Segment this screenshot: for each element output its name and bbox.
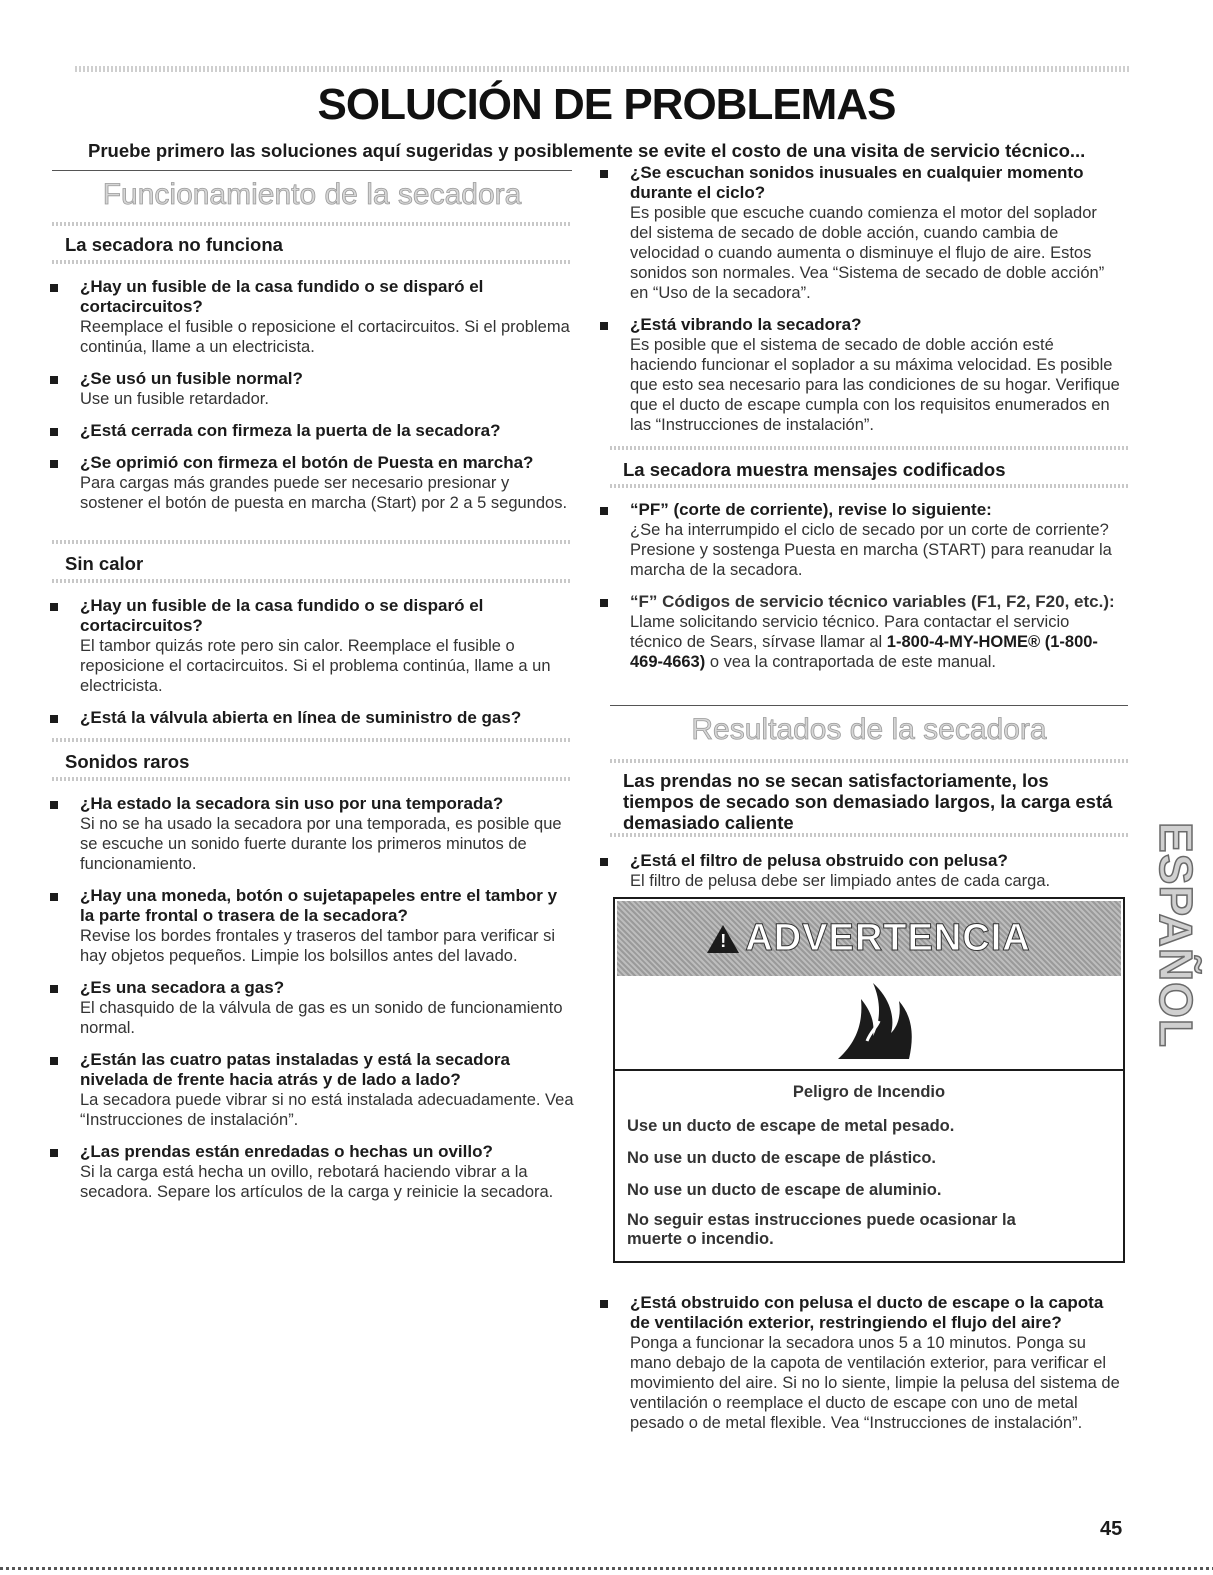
warning-triangle-icon [707, 925, 739, 953]
question: ¿Están las cuatro patas instaladas y está la secadora nivelada de frente hacia atrás y de lado a lado? [80, 1050, 510, 1089]
answer: ¿Se ha interrumpido el ciclo de secado por un corte de corriente? Presione y sostenga Puesta en marcha (START) para reanudar la marcha de la secadora. [630, 521, 1112, 579]
divider [52, 777, 572, 781]
bullet-icon [50, 1149, 58, 1157]
list-item [50, 886, 575, 966]
answer: Es posible que escuche cuando comienza el motor del soplador del sistema de secado de doble acción, cuando cambia de velocidad o cuando aumenta o disminuye el flujo de aire. Estos sonidos son normales. Vea “Sistema de secado de doble acción” en “Uso de la secadora”. [630, 204, 1105, 302]
right-top-items [600, 163, 1120, 447]
answer: Ponga a funcionar la secadora unos 5 a 10 minutos. Ponga su mano debajo de la capota de ventilación exterior, para verificar el movimiento del aire. Si no lo siente, limpie la pelusa del sistema de ventilación o reemplace el ducto de escape con uno de metal pesado o de metal flexible. Vea “Instrucciones de instalación”. [630, 1334, 1120, 1432]
question: ¿Es una secadora a gas? [80, 978, 285, 997]
top-dotted-rule [75, 66, 1130, 72]
list-item [50, 794, 575, 874]
answer: Si no se ha usado la secadora por una temporada, es posible que se escuche un sonido fuerte durante los primeros minutos de funcionamiento. [80, 815, 562, 873]
page-title: SOLUCIÓN DE PROBLEMAS [317, 80, 896, 129]
answer: El chasquido de la válvula de gas es un sonido de funcionamiento normal. [80, 999, 563, 1037]
question: ¿Hay un fusible de la casa fundido o se disparó el cortacircuitos? [80, 596, 484, 635]
list-item [600, 500, 1120, 580]
answer-cont: o vea la contraportada de este manual. [709, 653, 997, 671]
group-sonidos-raros [50, 794, 575, 1214]
bullet-icon [600, 858, 608, 866]
divider [52, 260, 572, 264]
question: ¿Está vibrando la secadora? [630, 315, 862, 334]
divider [610, 759, 1128, 763]
bullet-icon [50, 376, 58, 384]
bullet-icon [50, 1057, 58, 1065]
divider [52, 222, 572, 226]
question: ¿Hay una moneda, botón o sujetapapeles entre el tambor y la parte frontal o trasera de la secadora? [80, 886, 558, 925]
divider [52, 738, 572, 742]
list-item [600, 163, 1120, 303]
bullet-icon [600, 507, 608, 515]
bullet-icon [50, 715, 58, 723]
bullet-icon [50, 893, 58, 901]
group-codes [600, 500, 1120, 684]
bullet-icon [600, 599, 608, 607]
side-tab-text: ESPAÑOL [1150, 822, 1202, 1048]
divider [52, 579, 572, 583]
warning-line: No use un ducto de escape de aluminio. [627, 1181, 942, 1199]
bullet-icon [600, 1300, 608, 1308]
list-item [50, 1050, 575, 1130]
list-item [50, 596, 575, 696]
right-mid-rule [610, 705, 1128, 706]
warning-line: No use un ducto de escape de plástico. [627, 1149, 936, 1167]
bullet-icon [600, 322, 608, 330]
bullet-icon [50, 801, 58, 809]
bullet-icon [50, 284, 58, 292]
bullet-icon [50, 985, 58, 993]
section-title-funcionamiento: Funcionamiento de la secadora [102, 178, 522, 211]
warning-banner [617, 901, 1121, 976]
divider [52, 540, 572, 544]
question: ¿Se oprimió con firmeza el botón de Puesta en marcha? [80, 453, 534, 472]
divider [610, 484, 1128, 488]
warning-banner-text: ADVERTENCIA [745, 917, 1031, 959]
list-item [600, 315, 1120, 435]
bullet-icon [50, 428, 58, 436]
question: ¿Está el filtro de pelusa obstruido con pelusa? [630, 851, 1008, 870]
list-item [50, 421, 575, 441]
list-item [600, 1293, 1120, 1433]
warning-line: Use un ducto de escape de metal pesado. [627, 1117, 955, 1135]
question: ¿Se usó un fusible normal? [80, 369, 303, 388]
list-item [50, 978, 575, 1038]
question: ¿Hay un fusible de la casa fundido o se disparó el cortacircuitos? [80, 277, 484, 316]
divider [610, 446, 1128, 450]
warning-line: No seguir estas instrucciones puede ocasionar la muerte o incendio. [627, 1211, 1016, 1248]
list-item [50, 1142, 575, 1202]
answer: Es posible que el sistema de secado de doble acción esté haciendo funcionar el soplador a su máxima velocidad. Es posible que esto sea necesario para las condiciones de su hogar. Verifique que el ducto de escape cumpla con los requisitos enumerados en las “Instrucciones de instalación”. [630, 336, 1120, 434]
answer: Use un fusible retardador. [80, 390, 269, 408]
heading-sonidos-raros: Sonidos raros [65, 751, 190, 772]
question: ¿Está la válvula abierta en línea de suministro de gas? [80, 708, 522, 727]
left-top-rule [52, 170, 572, 171]
group-sin-calor [50, 596, 575, 740]
list-item [50, 277, 575, 357]
bullet-icon [50, 603, 58, 611]
heading-resultados: Las prendas no se secan satisfactoriamente, los tiempos de secado son demasiado largos, la carga está demasiado caliente [623, 770, 1113, 833]
section-title-resultados: Resultados de la secadora [691, 713, 1047, 746]
answer: El tambor quizás rote pero sin calor. Reemplace el fusible o reposicione el cortacircuitos. Si el problema continúa, llame a un electricista. [80, 637, 551, 695]
answer: Si la carga está hecha un ovillo, rebotará haciendo vibrar a la secadora. Separe los artículos de la carga y reinicie la secadora. [80, 1163, 554, 1201]
list-item [50, 369, 575, 409]
answer: Reemplace el fusible o reposicione el cortacircuitos. Si el problema continúa, llame a un electricista. [80, 318, 570, 356]
question: “F” Códigos de servicio técnico variables (F1, F2, F20, etc.): [630, 592, 1115, 611]
warning-divider [615, 1069, 1123, 1071]
question: ¿Se escuchan sonidos inusuales en cualquier momento durante el ciclo? [630, 163, 1084, 202]
fire-icon [833, 981, 923, 1061]
answer: La secadora puede vibrar si no está instalada adecuadamente. Vea “Instrucciones de instalación”. [80, 1091, 574, 1129]
list-item [600, 851, 1120, 891]
phone-number: 1-800-4-MY-HOME® (1-800-469-4663) [630, 633, 1098, 671]
side-tab-espanol [1150, 800, 1202, 1070]
answer: Llame solicitando servicio técnico. Para contactar el servicio técnico de Sears, sírvase llamar al [630, 613, 1070, 651]
page-subtitle: Pruebe primero las soluciones aquí sugeridas y posiblemente se evite el costo de una visita de servicio técnico... [88, 140, 1086, 161]
divider [610, 833, 1128, 837]
bottom-rule [0, 1567, 1213, 1570]
bullet-icon [50, 460, 58, 468]
question: ¿Las prendas están enredadas o hechas un ovillo? [80, 1142, 493, 1161]
list-item [50, 453, 575, 513]
list-item [600, 592, 1120, 672]
heading-sin-calor: Sin calor [65, 553, 144, 574]
question: ¿Está cerrada con firmeza la puerta de la secadora? [80, 421, 501, 440]
answer: El filtro de pelusa debe ser limpiado antes de cada carga. [630, 872, 1051, 890]
answer: Revise los bordes frontales y traseros del tambor para verificar si hay objetos pequeños. Limpie los bolsillos antes del lavado. [80, 927, 556, 965]
heading-no-funciona: La secadora no funciona [65, 234, 283, 255]
group-resultados [600, 851, 1120, 903]
question: ¿Ha estado la secadora sin uso por una temporada? [80, 794, 504, 813]
bullet-icon [600, 170, 608, 178]
page-number: 45 [1100, 1518, 1123, 1540]
group-final [600, 1293, 1120, 1445]
group-no-funciona [50, 277, 575, 525]
list-item [50, 708, 575, 728]
question: “PF” (corte de corriente), revise lo siguiente: [630, 500, 992, 519]
warning-box [613, 897, 1125, 1263]
heading-mensajes-codificados: La secadora muestra mensajes codificados [623, 459, 1006, 480]
hazard-title: Peligro de Incendio [792, 1083, 946, 1101]
question: ¿Está obstruido con pelusa el ducto de escape o la capota de ventilación exterior, restringiendo el flujo del aire? [630, 1293, 1104, 1332]
answer: Para cargas más grandes puede ser necesario presionar y sostener el botón de puesta en marcha (Start) por 2 a 5 segundos. [80, 474, 568, 512]
